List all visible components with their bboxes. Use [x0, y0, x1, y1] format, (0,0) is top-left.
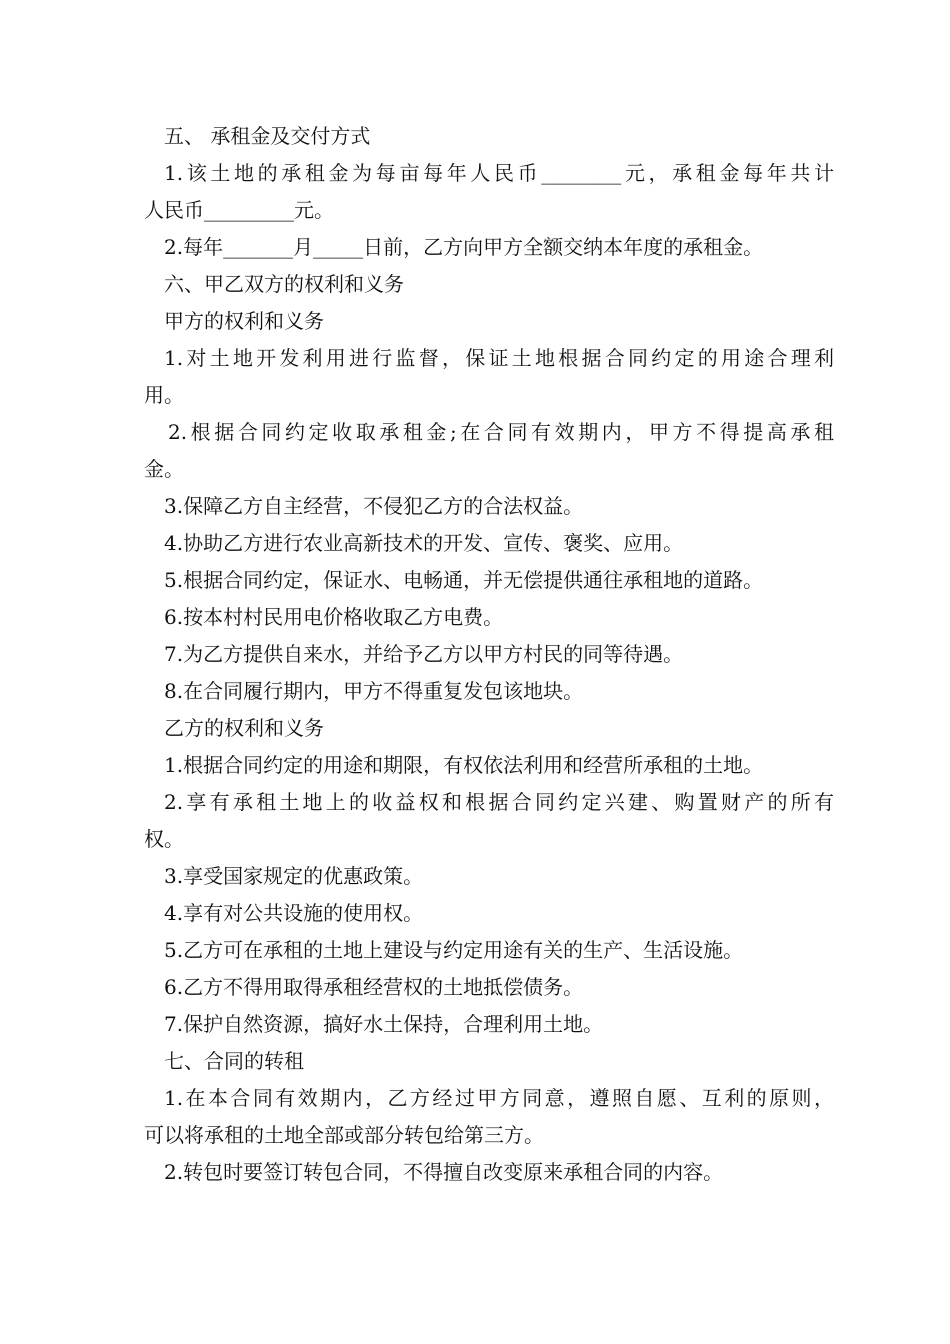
paragraph-line: 2.根据合同约定收取承租金;在合同有效期内，甲方不得提高承租	[168, 420, 834, 444]
paragraph-line: 权。	[144, 827, 184, 851]
paragraph-line: 5.乙方可在承租的土地上建设与约定用途有关的生产、生活设施。	[164, 938, 744, 962]
paragraph-line: 2.享有承租土地上的收益权和根据合同约定兴建、购置财产的所有	[164, 790, 834, 814]
document-page	[144, 118, 834, 1191]
paragraph-line: 6.乙方不得用取得承租经营权的土地抵偿债务。	[164, 975, 584, 999]
paragraph-line: 1.对土地开发利用进行监督，保证土地根据合同约定的用途合理利	[164, 346, 834, 370]
subheading-party-a: 甲方的权利和义务	[164, 309, 324, 333]
paragraph-line: 3.保障乙方自主经营，不侵犯乙方的合法权益。	[164, 494, 584, 518]
section-heading-sublease: 七、合同的转租	[164, 1049, 304, 1073]
paragraph-line: 5.根据合同约定，保证水、电畅通，并无偿提供通往承租地的道路。	[164, 568, 764, 592]
paragraph-line: 可以将承租的土地全部或部分转包给第三方。	[144, 1123, 544, 1147]
paragraph-line: 7.保护自然资源，搞好水土保持，合理利用土地。	[164, 1012, 604, 1036]
paragraph-line: 8.在合同履行期内，甲方不得重复发包该地块。	[164, 679, 584, 703]
paragraph-line: 1.根据合同约定的用途和期限，有权依法利用和经营所承租的土地。	[164, 753, 764, 777]
section-heading-rent: 五、 承租金及交付方式	[164, 124, 371, 148]
paragraph-line: 人民币_________元。	[144, 198, 334, 222]
paragraph-line: 1.该土地的承租金为每亩每年人民币________元，承租金每年共计	[164, 161, 834, 185]
paragraph-line: 6.按本村村民用电价格收取乙方电费。	[164, 605, 504, 629]
paragraph-line: 3.享受国家规定的优惠政策。	[164, 864, 424, 888]
paragraph-line: 1.在本合同有效期内，乙方经过甲方同意，遵照自愿、互利的原则，	[164, 1086, 834, 1110]
paragraph-line: 2.每年_______月_____日前，乙方向甲方全额交纳本年度的承租金。	[164, 235, 764, 259]
section-heading-rights: 六、甲乙双方的权利和义务	[164, 272, 404, 296]
paragraph-line: 4.享有对公共设施的使用权。	[164, 901, 424, 925]
paragraph-line: 用。	[144, 383, 184, 407]
paragraph-line: 7.为乙方提供自来水，并给予乙方以甲方村民的同等待遇。	[164, 642, 684, 666]
paragraph-line: 2.转包时要签订转包合同，不得擅自改变原来承租合同的内容。	[164, 1160, 724, 1184]
subheading-party-b: 乙方的权利和义务	[164, 716, 324, 740]
paragraph-line: 金。	[144, 457, 184, 481]
paragraph-line: 4.协助乙方进行农业高新技术的开发、宣传、褒奖、应用。	[164, 531, 684, 555]
